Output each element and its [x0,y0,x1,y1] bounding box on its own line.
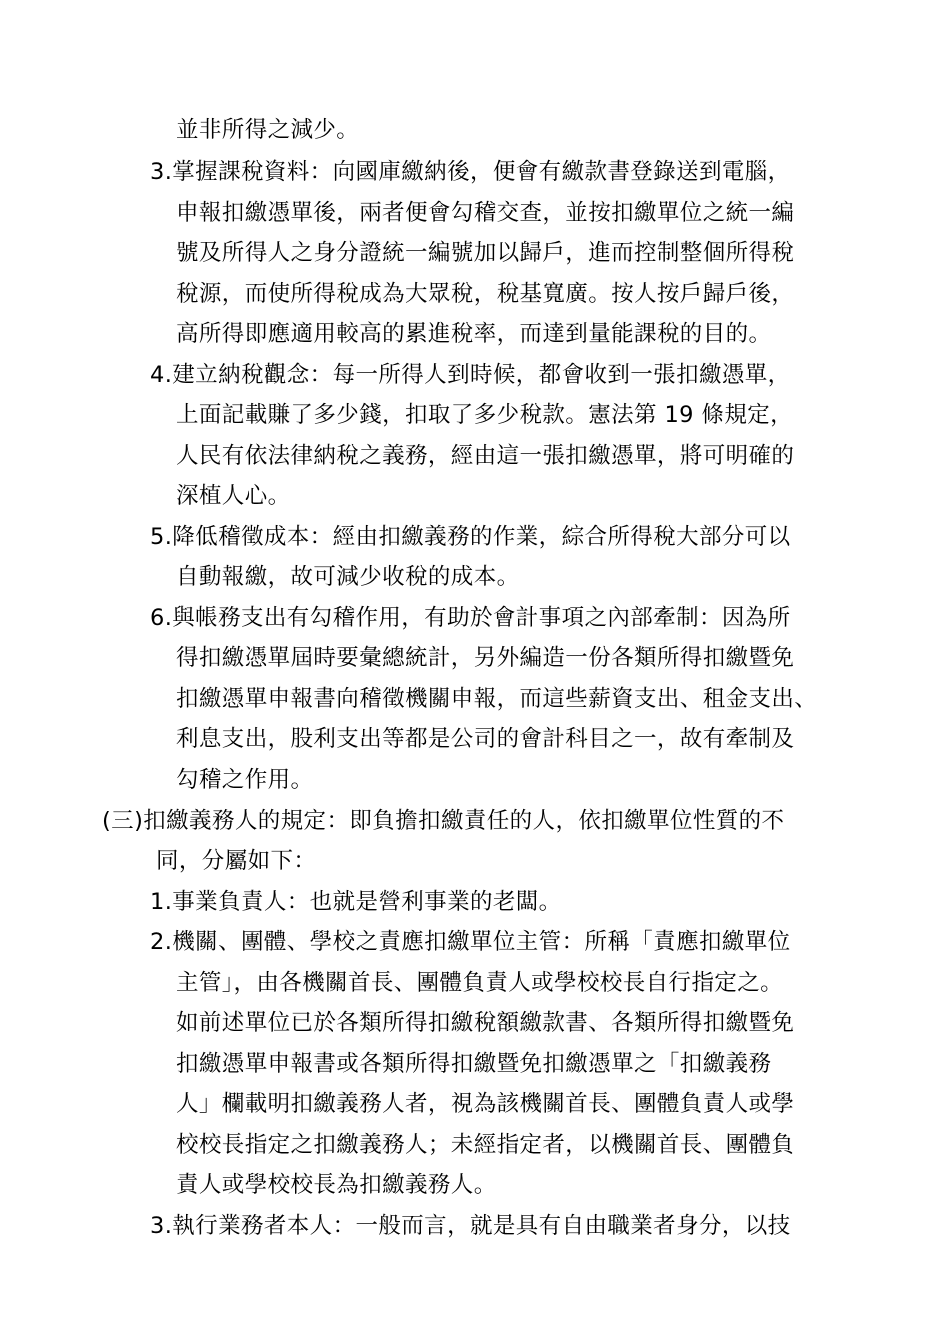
text-line: 校校長指定之扣繳義務人；未經指定者，以機關首長、團體負 [176,1132,795,1158]
text-line: 高所得即應適用較高的累進稅率，而達到量能課稅的目的。 [176,321,772,347]
text-line: 稅源，而使所得稅成為大眾稅，稅基寬廣。按人按戶歸戶後， [176,281,795,307]
text-line: 同，分屬如下： [156,848,317,874]
text-line: 深植人心。 [176,483,291,509]
list-item-1: 1.事業負責人：也就是營利事業的老闆。 [150,889,562,915]
list-item-3: 3.掌握課稅資料：向國庫繳納後，便會有繳款書登錄送到電腦， [150,159,791,185]
text-line: 扣繳憑單申報書或各類所得扣繳暨免扣繳憑單之「扣繳義務 [176,1051,772,1077]
text-line: 勾稽之作用。 [176,767,314,793]
list-item-6: 6.與帳務支出有勾稽作用，有助於會計事項之內部牽制：因為所 [150,605,791,631]
text-line: 人」欄載明扣繳義務人者，視為該機關首長、團體負責人或學 [176,1091,795,1117]
section-heading-3: (三)扣繳義務人的規定：即負擔扣繳責任的人，依扣繳單位性質的不 [102,808,785,834]
list-item-5: 5.降低稽徵成本：經由扣繳義務的作業，綜合所得稅大部分可以 [150,524,791,550]
text-line: 上面記載賺了多少錢，扣取了多少稅款。憲法第 19 條規定， [176,402,794,428]
text-line: 並非所得之減少。 [176,117,360,143]
text-line: 號及所得人之身分證統一編號加以歸戶，進而控制整個所得稅 [176,240,795,266]
list-item-4: 4.建立納稅觀念：每一所得人到時候，都會收到一張扣繳憑單， [150,362,791,388]
text-line: 主管」，由各機關首長、團體負責人或學校校長自行指定之。 [176,970,784,996]
text-line: 申報扣繳憑單後，兩者便會勾稽交查，並按扣繳單位之統一編 [176,200,795,226]
text-line: 利息支出，股利支出等都是公司的會計科目之一，故有牽制及 [176,726,795,752]
list-item-2: 2.機關、團體、學校之責應扣繳單位主管：所稱「責應扣繳單位 [150,929,791,955]
text-line: 人民有依法律納稅之義務，經由這一張扣繳憑單，將可明確的 [176,443,795,469]
text-line: 如前述單位已於各類所得扣繳稅額繳款書、各類所得扣繳暨免 [176,1010,795,1036]
text-line: 扣繳憑單申報書向稽徵機關申報，而這些薪資支出、租金支出、 [176,686,818,712]
list-item-3: 3.執行業務者本人：一般而言，就是具有自由職業者身分，以技 [150,1213,791,1239]
text-line: 得扣繳憑單屆時要彙總統計，另外編造一份各類所得扣繳暨免 [176,645,795,671]
text-line: 自動報繳，故可減少收稅的成本。 [176,564,520,590]
text-line: 責人或學校校長為扣繳義務人。 [176,1172,497,1198]
